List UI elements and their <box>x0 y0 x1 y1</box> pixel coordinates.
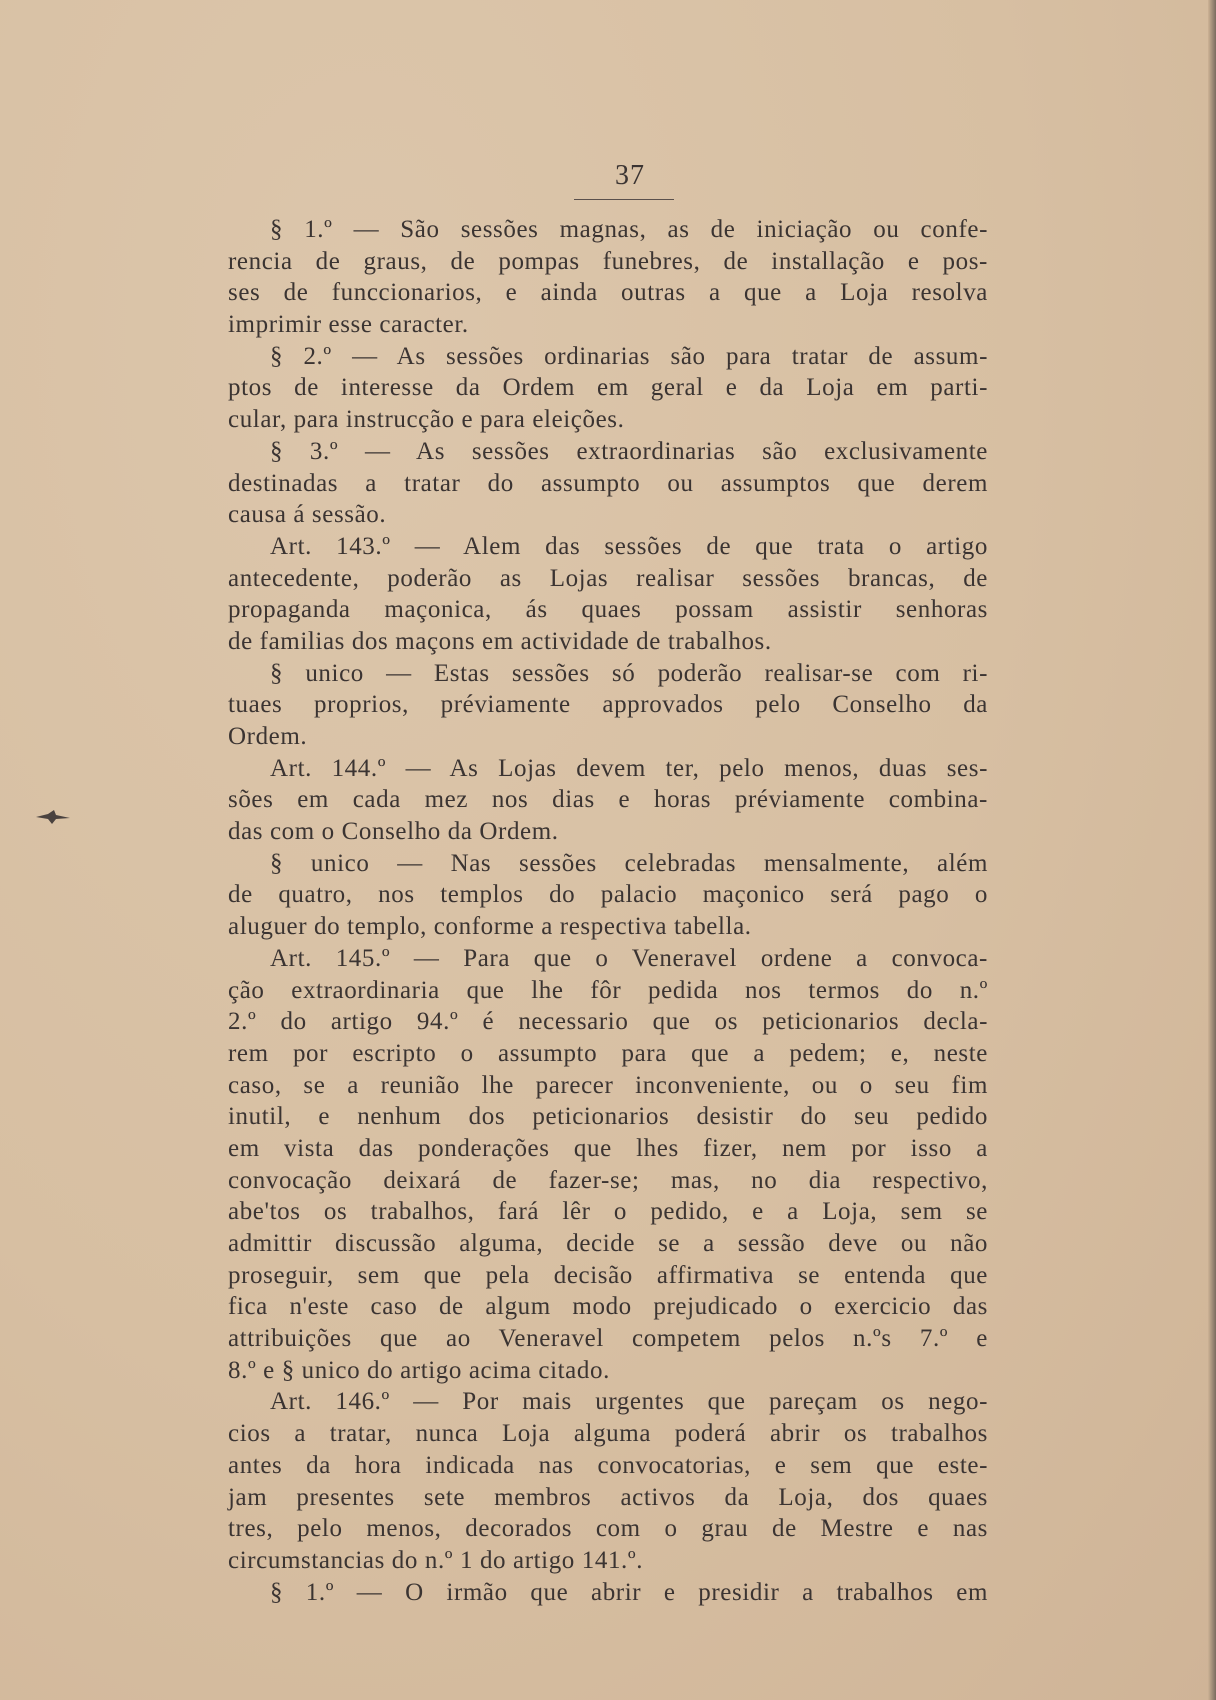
text-line: antes da hora indicada nas convocatorias, e sem que este- <box>228 1451 988 1479</box>
text-line: rencia de graus, de pompas funebres, de installação e pos- <box>228 247 988 275</box>
text-line: § 1.º — São sessões magnas, as de iniciação ou confe- <box>270 216 988 243</box>
text-line: aluguer do templo, conforme a respectiva tabella. <box>228 913 752 941</box>
text-line: § 1.º — O irmão que abrir e presidir a trabalhos em <box>270 1578 988 1606</box>
text-line: Art. 144.º — As Lojas devem ter, pelo menos, duas ses- <box>270 754 988 782</box>
text-line: § unico — Nas sessões celebradas mensalmente, além <box>270 849 988 877</box>
text-line: cular, para instrucção e para eleições. <box>228 406 625 434</box>
text-line: § 3.º — As sessões extraordinarias são exclusivamente <box>270 437 988 465</box>
text-line: Art. 143.º — Alem das sessões de que trata o artigo <box>270 532 988 560</box>
text-line: de quatro, nos templos do palacio maçonico será pago o <box>228 881 988 909</box>
text-line: ptos de interesse da Ordem em geral e da Loja em parti- <box>228 374 988 402</box>
text-line: proseguir, sem que pela decisão affirmativa se entenda que <box>228 1261 988 1289</box>
body-text <box>228 214 988 1608</box>
text-line: propaganda maçonica, ás quaes possam assistir senhoras <box>228 596 988 624</box>
text-line: fica n'este caso de algum modo prejudicado o exercicio das <box>228 1293 988 1321</box>
text-line: em vista das ponderações que lhes fizer, nem por isso a <box>228 1134 988 1162</box>
text-line: attribuições que ao Veneravel competem pelos n.ºs 7.º e <box>228 1325 988 1353</box>
text-line: sões em cada mez nos dias e horas préviamente combina- <box>228 786 988 814</box>
text-line: das com o Conselho da Ordem. <box>228 818 559 846</box>
text-line: convocação deixará de fazer-se; mas, no dia respectivo, <box>228 1166 988 1194</box>
page-edge-shadow <box>1208 0 1216 1700</box>
text-line: antecedente, poderão as Lojas realisar sessões brancas, de <box>228 564 988 592</box>
page-number: 37 <box>615 160 645 191</box>
text-line: ses de funccionarios, e ainda outras a que a Loja resolva <box>228 279 988 307</box>
header-rule <box>574 199 674 200</box>
text-line: jam presentes sete membros activos da Loja, dos quaes <box>228 1483 988 1511</box>
text-line: imprimir esse caracter. <box>228 311 469 339</box>
text-line: caso, se a reunião lhe parecer inconveniente, ou o seu fim <box>228 1071 988 1099</box>
text-line: Art. 146.º — Por mais urgentes que pareçam os nego- <box>270 1388 988 1416</box>
text-line: 8.º e § unico do artigo acima citado. <box>228 1356 610 1384</box>
text-line: tuaes proprios, préviamente approvados pelo Conselho da <box>228 691 988 719</box>
text-line: causa á sessão. <box>228 501 387 529</box>
text-line: destinadas a tratar do assumpto ou assumptos que derem <box>228 469 988 497</box>
text-line: rem por escripto o assumpto para que a pedem; e, neste <box>228 1039 988 1067</box>
text-line: inutil, e nenhum dos peticionarios desistir do seu pedido <box>228 1103 988 1131</box>
text-line: 2.º do artigo 94.º é necessario que os peticionarios decla- <box>228 1008 988 1036</box>
text-line: admittir discussão alguma, decide se a sessão deve ou não <box>228 1230 988 1257</box>
text-line: ção extraordinaria que lhe fôr pedida nos termos do n.º <box>228 976 988 1004</box>
text-line: Art. 145.º — Para que o Veneravel ordene a convoca- <box>270 944 988 972</box>
text-line: circumstancias do n.º 1 do artigo 141.º. <box>228 1546 644 1574</box>
text-line: cios a tratar, nunca Loja alguma poderá abrir os trabalhos <box>228 1420 988 1448</box>
text-line: de familias dos maçons em actividade de trabalhos. <box>228 627 772 655</box>
margin-mark-icon <box>34 808 72 826</box>
text-line: abe'tos os trabalhos, fará lêr o pedido, e a Loja, sem se <box>228 1198 988 1226</box>
text-line: Ordem. <box>228 723 308 750</box>
text-line: § unico — Estas sessões só poderão realisar-se com ri- <box>270 659 988 687</box>
text-line: § 2.º — As sessões ordinarias são para tratar de assum- <box>270 342 988 370</box>
text-line: tres, pelo menos, decorados com o grau de Mestre e nas <box>228 1515 988 1543</box>
